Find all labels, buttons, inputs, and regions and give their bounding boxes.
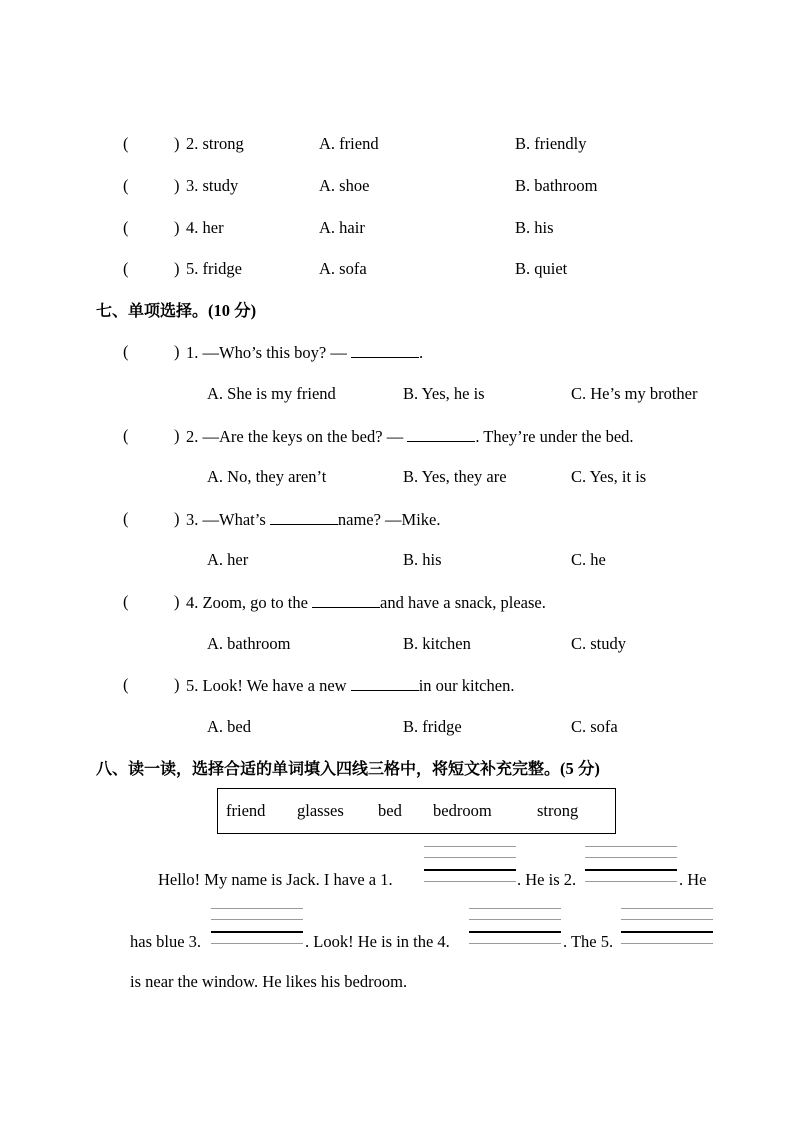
word-bank-item: bedroom: [433, 801, 492, 820]
answer-blank: [312, 592, 380, 608]
paren-close: ): [174, 592, 180, 611]
option-b: B. Yes, they are: [403, 467, 507, 486]
passage-text: Hello! My name is Jack. I have a 1.: [158, 870, 393, 889]
paren-close: ): [174, 342, 180, 361]
paren-close: ): [174, 675, 180, 694]
option-c: C. study: [571, 634, 627, 653]
option-a: A. bathroom: [207, 634, 291, 653]
option-b: B. Yes, he is: [403, 384, 485, 403]
question-stem: 3. —What’s name? —Mike.: [186, 510, 441, 529]
question-word: 3. study: [186, 176, 239, 195]
paren-open: (: [123, 675, 129, 694]
section8-score: (5 分): [560, 759, 600, 778]
paren-open: (: [123, 259, 129, 278]
paren-open: (: [123, 342, 129, 361]
question-word: 2. strong: [186, 134, 244, 153]
paren-close: ): [174, 426, 180, 445]
passage-text: . Look! He is in the 4.: [305, 932, 450, 951]
option-a: A. No, they aren’t: [207, 467, 327, 486]
option-c: C. Yes, it is: [571, 467, 647, 486]
paren-open: (: [123, 426, 129, 445]
paren-close: ): [174, 259, 180, 278]
question-stem: 2. —Are the keys on the bed? — . They’re under the bed.: [186, 427, 634, 446]
section7-score: (10 分): [208, 301, 257, 320]
passage-text: . He is 2.: [517, 870, 577, 889]
paren-open: (: [123, 176, 129, 195]
section8-heading: [96, 759, 600, 779]
option-b: B. his: [515, 218, 554, 237]
question-stem: 4. Zoom, go to the and have a snack, please.: [186, 593, 546, 612]
four-line-grid-3[interactable]: [211, 908, 303, 944]
option-b: B. fridge: [403, 717, 462, 736]
question-stem: 5. Look! We have a new in our kitchen.: [186, 676, 515, 695]
passage-text: . He: [679, 870, 707, 889]
option-a: A. shoe: [319, 176, 370, 195]
word-bank-item: strong: [537, 801, 579, 820]
option-c: C. he: [571, 550, 606, 569]
word-bank-item: glasses: [297, 801, 344, 820]
option-a: A. her: [207, 550, 249, 569]
option-b: B. bathroom: [515, 176, 598, 195]
four-line-grid-5[interactable]: [621, 908, 713, 944]
passage-text: is near the window. He likes his bedroom.: [130, 972, 408, 991]
option-a: A. sofa: [319, 259, 367, 278]
option-a: A. bed: [207, 717, 251, 736]
word-bank: [217, 788, 616, 834]
option-c: C. He’s my brother: [571, 384, 698, 403]
question-stem: 1. —Who’s this boy? — .: [186, 343, 424, 362]
four-line-grid-1[interactable]: [424, 846, 516, 882]
paren-close: ): [174, 218, 180, 237]
answer-blank: [407, 426, 475, 442]
section7-heading: [96, 301, 256, 321]
option-c: C. sofa: [571, 717, 618, 736]
question-word: 4. her: [186, 218, 224, 237]
passage-text: has blue 3.: [130, 932, 202, 951]
word-bank-item: bed: [378, 801, 402, 820]
question-word: 5. fridge: [186, 259, 242, 278]
option-b: B. kitchen: [403, 634, 471, 653]
passage-text: . The 5.: [563, 932, 614, 951]
option-b: B. quiet: [515, 259, 568, 278]
paren-open: (: [123, 509, 129, 528]
section8-title: 八、读一读，选择合适的单词填入四线三格中，将短文补充完整。: [96, 759, 561, 778]
section7-title: 七、单项选择。: [96, 301, 209, 320]
option-b: B. his: [403, 550, 442, 569]
answer-blank: [351, 342, 419, 358]
paren-open: (: [123, 134, 129, 153]
option-a: A. hair: [319, 218, 365, 237]
word-bank-item: friend: [226, 801, 266, 820]
paren-close: ): [174, 176, 180, 195]
paren-close: ): [174, 509, 180, 528]
paren-open: (: [123, 592, 129, 611]
option-b: B. friendly: [515, 134, 587, 153]
paren-close: ): [174, 134, 180, 153]
option-a: A. She is my friend: [207, 384, 336, 403]
four-line-grid-4[interactable]: [469, 908, 561, 944]
four-line-grid-2[interactable]: [585, 846, 677, 882]
answer-blank: [351, 675, 419, 691]
option-a: A. friend: [319, 134, 379, 153]
answer-blank: [270, 509, 338, 525]
paren-open: (: [123, 218, 129, 237]
